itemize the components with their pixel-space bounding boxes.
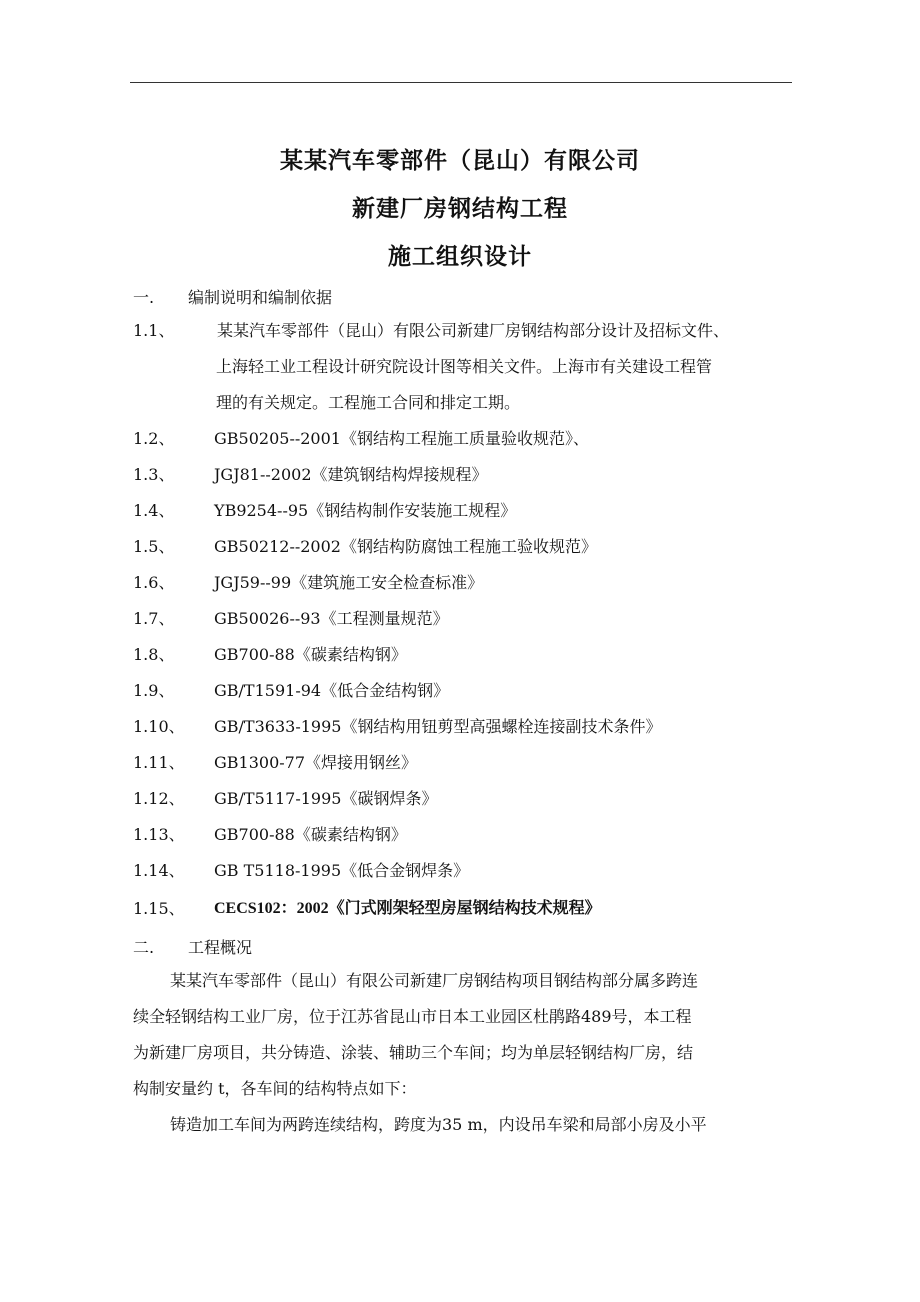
- section-label: 工程概况: [188, 938, 253, 957]
- item-text: JGJ81--2002《建筑钢结构焊接规程》: [214, 465, 488, 484]
- item-text: GB/T1591-94《低合金结构钢》: [214, 681, 450, 700]
- item-text: 某某汽车零部件（昆山）有限公司新建厂房钢结构部分设计及招标文件、: [217, 321, 730, 340]
- item-text: GB50212--2002《钢结构防腐蚀工程施工验收规范》: [214, 537, 597, 556]
- item-number: 1.1、: [133, 321, 175, 340]
- paragraph-line: 为新建厂房项目，共分铸造、涂装、辅助三个车间；均为单层轻钢结构厂房，结: [133, 1043, 694, 1062]
- item-text: GB/T5117-1995《碳钢焊条》: [214, 789, 438, 808]
- item-text: GB/T3633-1995《钢结构用钮剪型高强螺栓连接副技术条件》: [214, 717, 662, 736]
- section-label: 编制说明和编制依据: [188, 288, 333, 307]
- item-text: GB50026--93《工程测量规范》: [214, 609, 449, 628]
- item-number: 1.11、: [133, 753, 185, 772]
- paragraph-line: 构制安量约 t，各车间的结构特点如下：: [133, 1079, 417, 1098]
- item-number: 1.5、: [133, 537, 175, 556]
- item-number: 1.14、: [133, 861, 185, 880]
- paragraph-line: 某某汽车零部件（昆山）有限公司新建厂房钢结构项目钢结构部分属多跨连: [170, 971, 699, 990]
- section-heading-2: [133, 935, 252, 958]
- item-number: 1.7、: [133, 609, 175, 628]
- section-number: 二.: [133, 938, 155, 957]
- item-text: YB9254--95《钢结构制作安装施工规程》: [214, 501, 517, 520]
- doc-title-project: 新建厂房钢结构工程: [352, 196, 568, 222]
- item-number: 1.9、: [133, 681, 175, 700]
- item-number: 1.2、: [133, 429, 175, 448]
- item-text: CECS102：2002《门式刚架轻型房屋钢结构技术规程》: [214, 900, 601, 917]
- item-number: 1.3、: [133, 465, 175, 484]
- item-text: GB700-88《碳素结构钢》: [214, 645, 407, 664]
- item-text: GB50205--2001《钢结构工程施工质量验收规范》、: [214, 429, 589, 448]
- item-number: 1.12、: [133, 789, 185, 808]
- paragraph-line: 续全轻钢结构工业厂房，位于江苏省昆山市日本工业园区杜鹃路489号，本工程: [133, 1007, 692, 1026]
- paragraph-line: 铸造加工车间为两跨连续结构，跨度为35 m，内设吊车梁和局部小房及小平: [170, 1115, 707, 1134]
- item-number: 1.13、: [133, 825, 185, 844]
- doc-title-company: 某某汽车零部件（昆山）有限公司: [280, 148, 640, 174]
- item-number: 1.15、: [133, 899, 185, 918]
- header-rule: [130, 82, 792, 83]
- item-text-continued: 上海轻工业工程设计研究院设计图等相关文件。上海市有关建设工程管: [216, 357, 713, 376]
- item-text-continued: 理的有关规定。工程施工合同和排定工期。: [216, 393, 521, 412]
- item-number: 1.6、: [133, 573, 175, 592]
- doc-title-type: 施工组织设计: [388, 244, 532, 270]
- section-heading-1: [133, 285, 332, 308]
- item-number: 1.10、: [133, 717, 185, 736]
- item-text: JGJ59--99《建筑施工安全检查标准》: [214, 573, 484, 592]
- item-text: GB1300-77《焊接用钢丝》: [214, 753, 418, 772]
- item-number: 1.4、: [133, 501, 175, 520]
- item-text: GB T5118-1995《低合金钢焊条》: [214, 861, 470, 880]
- item-text: GB700-88《碳素结构钢》: [214, 825, 407, 844]
- item-number: 1.8、: [133, 645, 175, 664]
- section-number: 一.: [133, 288, 155, 307]
